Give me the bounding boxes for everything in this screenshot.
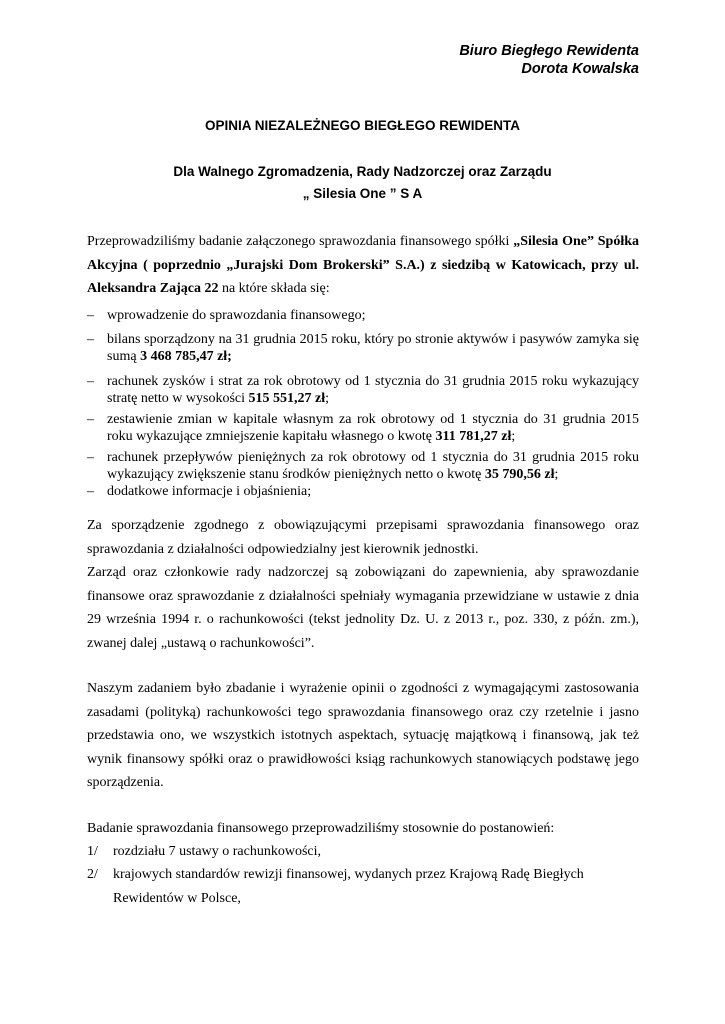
auditor-office-header (459, 42, 639, 78)
item-text: rozdziału 7 ustawy o rachunkowości, (113, 844, 321, 859)
list-item-text: wprowadzenie do sprawozdania finansowego; (107, 308, 366, 323)
item-number: 2/ (87, 867, 98, 882)
item-suffix: ; (554, 467, 559, 482)
dash-bullet: – (87, 374, 94, 389)
net-loss-amount: 515 551,27 zł (248, 391, 326, 406)
item-text: rachunek zysków i strat za rok obrotowy od 1 stycznia do 31 grudnia 2015 roku wykazujący stratę netto w wysokości (107, 374, 639, 406)
board-obligation-paragraph: Zarząd oraz członkowie rady nadzorczej są zobowiązani do zapewnienia, aby sprawozdanie finansowe oraz sprawozdanie z działalności spełniały wymagania przewidziane w ustawie z dnia 29 września 1994 r. o rachunkowości (tekst jednolity Dz. U. z 2013 r., poz. 330, z późn. zm.), zwanej dalej „ustawą o rachunkowości”. (87, 565, 639, 651)
office-name: Biuro Biegłego Rewidenta (459, 43, 639, 59)
addressee-line: Dla Walnego Zgromadzenia, Rady Nadzorczej oraz Zarządu (173, 164, 552, 179)
audit-basis-intro: Badanie sprawozdania finansowego przeprowadziliśmy stosownie do postanowień: (87, 821, 555, 836)
item-text: zestawienie zmian w kapitale własnym za rok obrotowy od 1 stycznia do 31 grudnia 2015 roku wykazujące zmniejszenie kapitału własnego o kwotę (107, 412, 639, 444)
item-number: 1/ (87, 844, 98, 859)
item-text: krajowych standardów rewizji finansowej, wydanych przez Krajową Radę Biegłych Rewidentów w Polsce, (113, 867, 584, 906)
audit-task-paragraph: Naszym zadaniem było zbadanie i wyrażenie opinii o zgodności z wymagającymi zastosowania zasadami (polityką) rachunkowości tego sprawozdania finansowego oraz czy rzetelnie i jasno przedstawia ono, we wszystkich istotnych aspektach, sytuację majątkową i finansową, jak też wynik finansowy spółki oraz o prawidłowości ksiąg rachunkowych stanowiących podstawę jego sporządzenia. (87, 681, 639, 790)
list-item-text: dodatkowe informacje i objaśnienia; (107, 484, 312, 499)
balance-sheet-total: 3 468 785,47 zł; (140, 349, 232, 364)
list-item-text (107, 449, 639, 483)
list-item-text (107, 373, 639, 407)
company-name-heading: „ Silesia One ” S A (302, 186, 423, 201)
item-text: bilans sporządzony na 31 grudnia 2015 roku, który po stronie aktywów i pasywów zamyka się sumą (107, 332, 639, 364)
dash-bullet: – (87, 412, 94, 427)
responsibility-paragraph: Za sporządzenie zgodnego z obowiązującymi przepisami sprawozdania finansowego oraz sprawozdania z działalności odpowiedzialny jest kierownik jednostki. (87, 518, 639, 557)
dash-bullet: – (87, 308, 94, 323)
cash-increase-amount: 35 790,56 zł (484, 467, 555, 482)
intro-text: Przeprowadziliśmy badanie załączonego sprawozdania finansowego spółki (87, 234, 510, 249)
dash-bullet: – (87, 484, 94, 499)
company-details: „Silesia One” Spółka Akcyjna ( poprzednio „Jurajski Dom Brokerski” S.A.) z siedzibą w Katowicach, przy ul. Aleksandra Zająca 22 (87, 234, 639, 296)
dash-bullet: – (87, 332, 94, 347)
auditor-name: Dorota Kowalska (521, 61, 639, 77)
equity-decrease-amount: 311 781,27 zł (435, 429, 512, 444)
item-suffix: ; (325, 391, 330, 406)
list-item-text (107, 411, 639, 445)
intro-text-end: na które składa się: (221, 281, 330, 296)
dash-bullet: – (87, 450, 94, 465)
item-suffix: ; (511, 429, 516, 444)
intro-paragraph (87, 230, 639, 301)
document-title: OPINIA NIEZALEŻNEGO BIEGŁEGO REWIDENTA (204, 118, 520, 133)
list-item-text (107, 331, 639, 365)
item-text: rachunek przepływów pieniężnych za rok obrotowy od 1 stycznia do 31 grudnia 2015 roku wykazujący zwiększenie stanu środków pieniężnych netto o kwotę (107, 450, 639, 482)
